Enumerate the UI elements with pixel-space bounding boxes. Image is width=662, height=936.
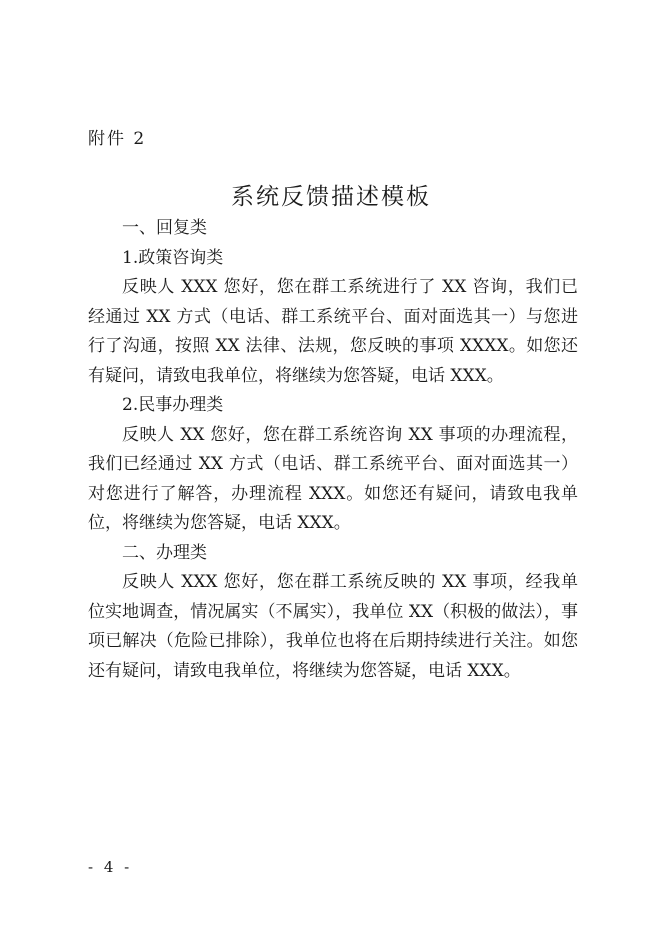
document-body [88, 214, 578, 686]
paragraph-policy: 反映人 XXX 您好，您在群工系统进行了 XX 咨询，我们已经通过 XX 方式（电话、群工系统平台、面对面选其一）与您进行了沟通，按照 XX 法律、法规，您反映的事项 XXXX。如您还有疑问，请致电我单位，将继续为您答疑，电话 XXX。 [88, 277, 578, 386]
page-number: - 4 - [88, 858, 133, 876]
paragraph-civil: 反映人 XX 您好，您在群工系统咨询 XX 事项的办理流程，我们已经通过 XX 方式（电话、群工系统平台、面对面选其一）对您进行了解答，办理流程 XXX。如您还有疑问，请致电我单 位，将继续为您答疑，电话 XXX。 [88, 424, 578, 533]
section-heading-handling: 二、办理类 [122, 542, 207, 563]
paragraph-handling: 反映人 XXX 您好，您在群工系统反映的 XX 事项，经我单位实地调查，情况属实（不属实），我单位 XX（积极的做法），事项已解决（危险已排除），我单位也将在后期持续进行关注。如您还有疑问，请致电我单位，将继续为您答疑，电话 XXX。 [88, 572, 578, 681]
document-title: 系统反馈描述模板 [231, 184, 431, 210]
attachment-label: 附件 2 [88, 129, 147, 149]
subsection-heading-policy: 1.政策咨询类 [122, 247, 224, 268]
section-heading-reply: 一、回复类 [122, 218, 207, 238]
subsection-heading-civil: 2.民事办理类 [122, 395, 224, 415]
